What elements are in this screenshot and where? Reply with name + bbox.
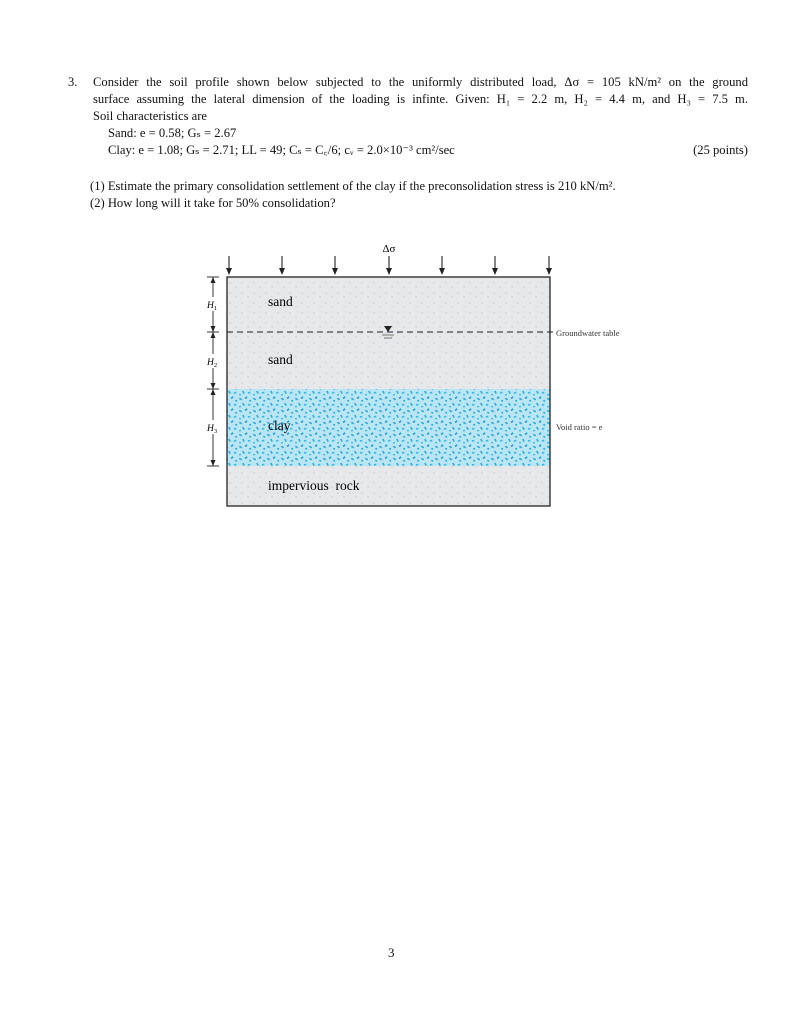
dim-label-h3: $H_3$ — [207, 424, 218, 435]
load-arrowhead-5 — [439, 268, 445, 275]
clay-properties: Clay: e = 1.08; Gₛ = 2.71; LL = 49; Cₛ = C꜀/6; cᵥ = 2.0×10⁻³ cm²/sec — [108, 143, 455, 157]
load-arrowhead-6 — [492, 268, 498, 275]
groundwater-label: Groundwater table — [556, 328, 620, 338]
task-2: (2) How long will it take for 50% consolidation? — [90, 196, 336, 210]
load-arrows — [226, 256, 552, 275]
intro-line-3: Soil characteristics are — [93, 109, 207, 123]
load-label: Δσ — [382, 243, 396, 255]
load-arrowhead-1 — [226, 268, 232, 275]
layer-label-sand-lower: sand — [268, 352, 293, 367]
void-ratio-label: Void ratio = e — [556, 422, 603, 432]
layer-label-sand-upper: sand — [268, 294, 293, 309]
layer-label-clay: clay — [268, 418, 291, 433]
load-arrowhead-2 — [279, 268, 285, 275]
task-1: (1) Estimate the primary consolidation settlement of the clay if the preconsolidation stress is 210 kN/m². — [90, 179, 616, 193]
layer-label-rock: impervious rock — [268, 478, 360, 493]
dim-label-h2: $H_2$ — [207, 358, 218, 369]
load-arrowhead-3 — [332, 268, 338, 275]
load-arrowhead-4 — [386, 268, 392, 275]
page-number: 3 — [388, 945, 395, 960]
question-number: 3. — [68, 75, 78, 89]
intro-line-1: Consider the soil profile shown below subjected to the uniformly distributed load, Δσ = 105 kN/m² on the ground — [93, 75, 748, 89]
sand-properties: Sand: e = 0.58; Gₛ = 2.67 — [108, 126, 237, 140]
load-arrowhead-7 — [546, 268, 552, 275]
intro-line-2: surface assuming the lateral dimension of the loading is infinte. Given: H₁ = 2.2 m, H₂ = 4.4 m, and H₃ = 7.5 m. — [93, 92, 748, 106]
points-label: (25 points) — [693, 143, 748, 157]
dim-label-h1: $H_1$ — [207, 301, 218, 312]
